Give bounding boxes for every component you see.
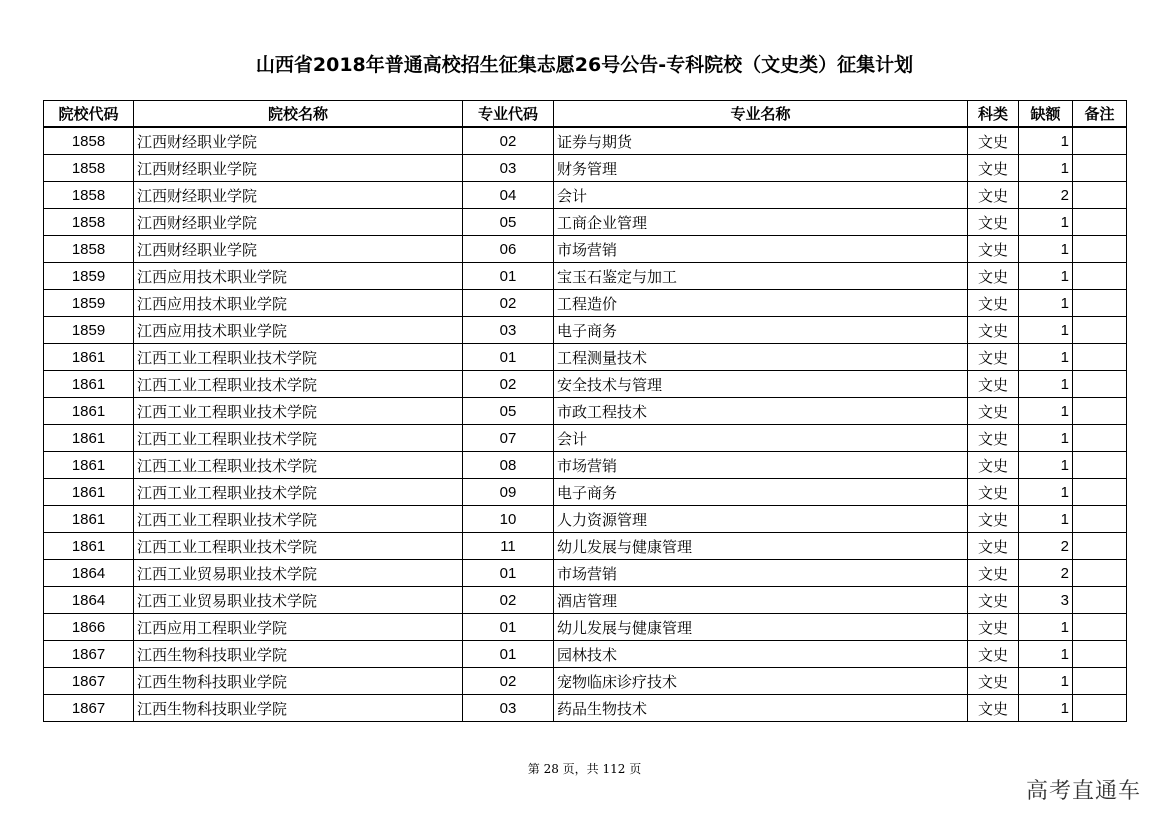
cell-category: 文史: [968, 425, 1019, 452]
cell-school-name: 江西工业贸易职业技术学院: [134, 587, 463, 614]
cell-vacancy: 1: [1019, 155, 1073, 182]
column-header-major-name: 专业名称: [554, 101, 968, 128]
cell-category: 文史: [968, 587, 1019, 614]
cell-major-name: 市场营销: [554, 452, 968, 479]
cell-note: [1073, 290, 1127, 317]
cell-note: [1073, 533, 1127, 560]
cell-vacancy: 1: [1019, 127, 1073, 155]
cell-note: [1073, 695, 1127, 722]
cell-major-code: 06: [463, 236, 554, 263]
cell-category: 文史: [968, 290, 1019, 317]
cell-major-code: 03: [463, 695, 554, 722]
cell-school-name: 江西工业工程职业技术学院: [134, 344, 463, 371]
cell-vacancy: 1: [1019, 425, 1073, 452]
cell-vacancy: 1: [1019, 479, 1073, 506]
column-header-vacancy: 缺额: [1019, 101, 1073, 128]
cell-major-name: 工程测量技术: [554, 344, 968, 371]
cell-school-name: 江西应用技术职业学院: [134, 317, 463, 344]
cell-school-name: 江西生物科技职业学院: [134, 641, 463, 668]
cell-note: [1073, 236, 1127, 263]
cell-category: 文史: [968, 155, 1019, 182]
table-row: [44, 290, 1127, 317]
cell-major-code: 09: [463, 479, 554, 506]
table-row: [44, 209, 1127, 236]
cell-school-name: 江西应用技术职业学院: [134, 290, 463, 317]
cell-major-code: 02: [463, 127, 554, 155]
cell-school-code: 1861: [44, 398, 134, 425]
table-row: [44, 533, 1127, 560]
cell-category: 文史: [968, 614, 1019, 641]
cell-major-name: 会计: [554, 425, 968, 452]
table-row: [44, 263, 1127, 290]
table-row: [44, 236, 1127, 263]
table-row: [44, 182, 1127, 209]
cell-school-code: 1859: [44, 317, 134, 344]
cell-category: 文史: [968, 695, 1019, 722]
cell-school-code: 1861: [44, 452, 134, 479]
cell-vacancy: 3: [1019, 587, 1073, 614]
cell-vacancy: 1: [1019, 668, 1073, 695]
cell-category: 文史: [968, 533, 1019, 560]
cell-note: [1073, 560, 1127, 587]
cell-major-code: 03: [463, 155, 554, 182]
cell-category: 文史: [968, 398, 1019, 425]
cell-major-code: 01: [463, 614, 554, 641]
cell-category: 文史: [968, 452, 1019, 479]
cell-major-code: 03: [463, 317, 554, 344]
cell-vacancy: 1: [1019, 236, 1073, 263]
cell-vacancy: 1: [1019, 263, 1073, 290]
cell-note: [1073, 425, 1127, 452]
cell-category: 文史: [968, 560, 1019, 587]
table-row: [44, 155, 1127, 182]
table-body: [44, 127, 1127, 722]
cell-category: 文史: [968, 317, 1019, 344]
table-row: [44, 371, 1127, 398]
cell-vacancy: 1: [1019, 290, 1073, 317]
cell-major-name: 宝玉石鉴定与加工: [554, 263, 968, 290]
cell-major-name: 电子商务: [554, 479, 968, 506]
cell-school-name: 江西生物科技职业学院: [134, 695, 463, 722]
cell-major-name: 幼儿发展与健康管理: [554, 533, 968, 560]
cell-major-name: 财务管理: [554, 155, 968, 182]
cell-school-code: 1861: [44, 479, 134, 506]
cell-school-name: 江西工业工程职业技术学院: [134, 398, 463, 425]
cell-note: [1073, 344, 1127, 371]
cell-school-code: 1867: [44, 641, 134, 668]
cell-school-code: 1858: [44, 209, 134, 236]
table-row: [44, 425, 1127, 452]
table-row: [44, 317, 1127, 344]
cell-category: 文史: [968, 263, 1019, 290]
cell-major-name: 安全技术与管理: [554, 371, 968, 398]
cell-school-name: 江西生物科技职业学院: [134, 668, 463, 695]
cell-category: 文史: [968, 668, 1019, 695]
cell-major-code: 02: [463, 290, 554, 317]
cell-school-code: 1858: [44, 182, 134, 209]
cell-school-code: 1859: [44, 290, 134, 317]
table-row: [44, 560, 1127, 587]
cell-major-name: 市场营销: [554, 560, 968, 587]
cell-vacancy: 1: [1019, 398, 1073, 425]
cell-category: 文史: [968, 182, 1019, 209]
column-header-school-name: 院校名称: [134, 101, 463, 128]
cell-school-code: 1859: [44, 263, 134, 290]
table-row: [44, 641, 1127, 668]
cell-school-code: 1858: [44, 236, 134, 263]
cell-major-code: 02: [463, 668, 554, 695]
cell-major-code: 01: [463, 560, 554, 587]
cell-major-code: 10: [463, 506, 554, 533]
cell-school-name: 江西应用技术职业学院: [134, 263, 463, 290]
table-row: [44, 587, 1127, 614]
cell-major-name: 市政工程技术: [554, 398, 968, 425]
cell-category: 文史: [968, 209, 1019, 236]
cell-school-name: 江西财经职业学院: [134, 182, 463, 209]
cell-major-name: 市场营销: [554, 236, 968, 263]
cell-major-code: 05: [463, 398, 554, 425]
cell-category: 文史: [968, 371, 1019, 398]
cell-major-name: 工商企业管理: [554, 209, 968, 236]
cell-vacancy: 2: [1019, 182, 1073, 209]
table-row: [44, 344, 1127, 371]
cell-school-name: 江西工业工程职业技术学院: [134, 371, 463, 398]
column-header-category: 科类: [968, 101, 1019, 128]
cell-major-name: 工程造价: [554, 290, 968, 317]
cell-school-name: 江西应用工程职业学院: [134, 614, 463, 641]
cell-school-code: 1861: [44, 344, 134, 371]
cell-school-code: 1858: [44, 127, 134, 155]
cell-category: 文史: [968, 236, 1019, 263]
cell-vacancy: 1: [1019, 506, 1073, 533]
cell-major-name: 幼儿发展与健康管理: [554, 614, 968, 641]
table-row: [44, 452, 1127, 479]
cell-school-code: 1867: [44, 695, 134, 722]
cell-school-name: 江西工业工程职业技术学院: [134, 506, 463, 533]
cell-note: [1073, 506, 1127, 533]
cell-note: [1073, 479, 1127, 506]
column-header-note: 备注: [1073, 101, 1127, 128]
cell-school-code: 1867: [44, 668, 134, 695]
cell-vacancy: 1: [1019, 371, 1073, 398]
cell-school-name: 江西财经职业学院: [134, 236, 463, 263]
cell-major-code: 02: [463, 587, 554, 614]
cell-major-code: 04: [463, 182, 554, 209]
cell-note: [1073, 127, 1127, 155]
cell-category: 文史: [968, 506, 1019, 533]
table-row: [44, 506, 1127, 533]
cell-school-name: 江西财经职业学院: [134, 127, 463, 155]
cell-school-code: 1864: [44, 560, 134, 587]
table-row: [44, 614, 1127, 641]
cell-school-code: 1861: [44, 533, 134, 560]
cell-note: [1073, 155, 1127, 182]
cell-note: [1073, 668, 1127, 695]
cell-category: 文史: [968, 344, 1019, 371]
cell-note: [1073, 209, 1127, 236]
cell-note: [1073, 263, 1127, 290]
cell-vacancy: 1: [1019, 209, 1073, 236]
cell-school-code: 1861: [44, 371, 134, 398]
cell-major-code: 05: [463, 209, 554, 236]
cell-note: [1073, 614, 1127, 641]
cell-major-code: 02: [463, 371, 554, 398]
cell-major-code: 07: [463, 425, 554, 452]
cell-school-code: 1861: [44, 425, 134, 452]
cell-note: [1073, 398, 1127, 425]
cell-school-code: 1858: [44, 155, 134, 182]
cell-school-name: 江西财经职业学院: [134, 209, 463, 236]
cell-school-name: 江西财经职业学院: [134, 155, 463, 182]
cell-vacancy: 1: [1019, 641, 1073, 668]
cell-school-code: 1864: [44, 587, 134, 614]
column-header-major-code: 专业代码: [463, 101, 554, 128]
cell-school-name: 江西工业贸易职业技术学院: [134, 560, 463, 587]
cell-category: 文史: [968, 127, 1019, 155]
cell-category: 文史: [968, 479, 1019, 506]
cell-major-name: 酒店管理: [554, 587, 968, 614]
table-header-row: [44, 101, 1127, 128]
column-header-school-code: 院校代码: [44, 101, 134, 128]
cell-school-name: 江西工业工程职业技术学院: [134, 479, 463, 506]
table-row: [44, 479, 1127, 506]
cell-vacancy: 2: [1019, 560, 1073, 587]
watermark-logo: 高考直通车: [1025, 779, 1141, 804]
cell-school-code: 1861: [44, 506, 134, 533]
table-row: [44, 668, 1127, 695]
table-row: [44, 695, 1127, 722]
cell-note: [1073, 452, 1127, 479]
cell-school-name: 江西工业工程职业技术学院: [134, 533, 463, 560]
cell-major-name: 证券与期货: [554, 127, 968, 155]
cell-note: [1073, 317, 1127, 344]
cell-vacancy: 2: [1019, 533, 1073, 560]
cell-school-code: 1866: [44, 614, 134, 641]
cell-major-name: 会计: [554, 182, 968, 209]
cell-vacancy: 1: [1019, 452, 1073, 479]
cell-major-code: 11: [463, 533, 554, 560]
cell-note: [1073, 371, 1127, 398]
cell-note: [1073, 641, 1127, 668]
cell-vacancy: 1: [1019, 344, 1073, 371]
cell-major-name: 宠物临床诊疗技术: [554, 668, 968, 695]
cell-major-code: 08: [463, 452, 554, 479]
cell-school-name: 江西工业工程职业技术学院: [134, 452, 463, 479]
enrollment-plan-table: [43, 100, 1127, 722]
cell-vacancy: 1: [1019, 614, 1073, 641]
table-row: [44, 127, 1127, 155]
cell-major-code: 01: [463, 641, 554, 668]
cell-major-name: 园林技术: [554, 641, 968, 668]
cell-major-name: 人力资源管理: [554, 506, 968, 533]
cell-school-name: 江西工业工程职业技术学院: [134, 425, 463, 452]
cell-major-code: 01: [463, 344, 554, 371]
document-title: 山西省2018年普通高校招生征集志愿26号公告-专科院校（文史类）征集计划: [255, 54, 914, 76]
cell-major-name: 电子商务: [554, 317, 968, 344]
table-row: [44, 398, 1127, 425]
cell-note: [1073, 587, 1127, 614]
cell-note: [1073, 182, 1127, 209]
cell-major-name: 药品生物技术: [554, 695, 968, 722]
page-footer: 第 28 页，共 112 页: [527, 762, 642, 776]
cell-vacancy: 1: [1019, 695, 1073, 722]
cell-vacancy: 1: [1019, 317, 1073, 344]
cell-major-code: 01: [463, 263, 554, 290]
cell-category: 文史: [968, 641, 1019, 668]
